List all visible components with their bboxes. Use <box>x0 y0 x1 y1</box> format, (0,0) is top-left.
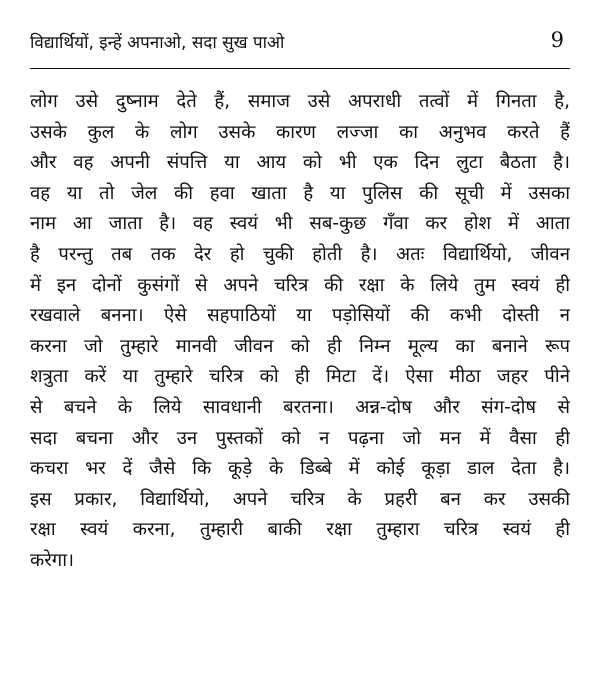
text-line: शत्रुता करें या तुम्हारे चरित्र को ही मिटा दें। ऐसा मीठा जहर पीने <box>30 366 570 388</box>
text-line: है परन्तु तब तक देर हो चुकी होती है। अतः विद्यार्थियो, जीवन <box>30 243 570 265</box>
text-line: वह या तो जेल की हवा खाता है या पुलिस की सूची में उसका <box>30 182 570 204</box>
text-line: से बचने के लिये सावधानी बरतना। अन्न-दोष और संग-दोष से <box>30 396 570 418</box>
text-line: उसके कुल के लोग उसके कारण लज्जा का अनुभव करते हैं <box>30 121 570 143</box>
text-line: करना जो तुम्हारे मानवी जीवन को ही निम्न मूल्य का बनाने रूप <box>30 335 570 357</box>
text-line: इस प्रकार, विद्यार्थियो, अपने चरित्र के प्रहरी बन कर उसकी <box>30 488 570 510</box>
running-title: विद्यार्थियों, इन्हें अपनाओ, सदा सुख पाओ <box>30 33 285 53</box>
text-line: में इन दोनों कुसंगों से अपने चरित्र की रक्षा के लिये तुम स्वयं ही <box>30 274 570 296</box>
text-line: रक्षा स्वयं करना, तुम्हारी बाकी रक्षा तुम्हारा चरित्र स्वयं ही <box>30 519 570 541</box>
text-line: करेगा। <box>30 549 74 571</box>
text-line: रखवाले बनना। ऐसे सहपाठियों या पड़ोसियों की कभी दोस्ती न <box>30 305 570 327</box>
text-line: कचरा भर दें जैसे कि कूड़े के डिब्बे में कोई कूड़ा डाल देता है। <box>30 458 570 480</box>
body-paragraph <box>30 87 570 577</box>
text-line: और वह अपनी संपत्ति या आय को भी एक दिन लुटा बैठता है। <box>30 152 570 174</box>
page-header <box>30 18 570 68</box>
text-line: लोग उसे दुष्नाम देते हैं, समाज उसे अपराधी तत्वों में गिनता है, <box>30 91 570 112</box>
page-number: 9 <box>550 28 564 52</box>
text-line: नाम आ जाता है। वह स्वयं भी सब-कुछ गँवा कर होश में आता <box>30 213 570 235</box>
text-line: सदा बचना और उन पुस्तकों को न पढ़ना जो मन में वैसा ही <box>30 427 570 449</box>
header-rule <box>30 68 570 69</box>
